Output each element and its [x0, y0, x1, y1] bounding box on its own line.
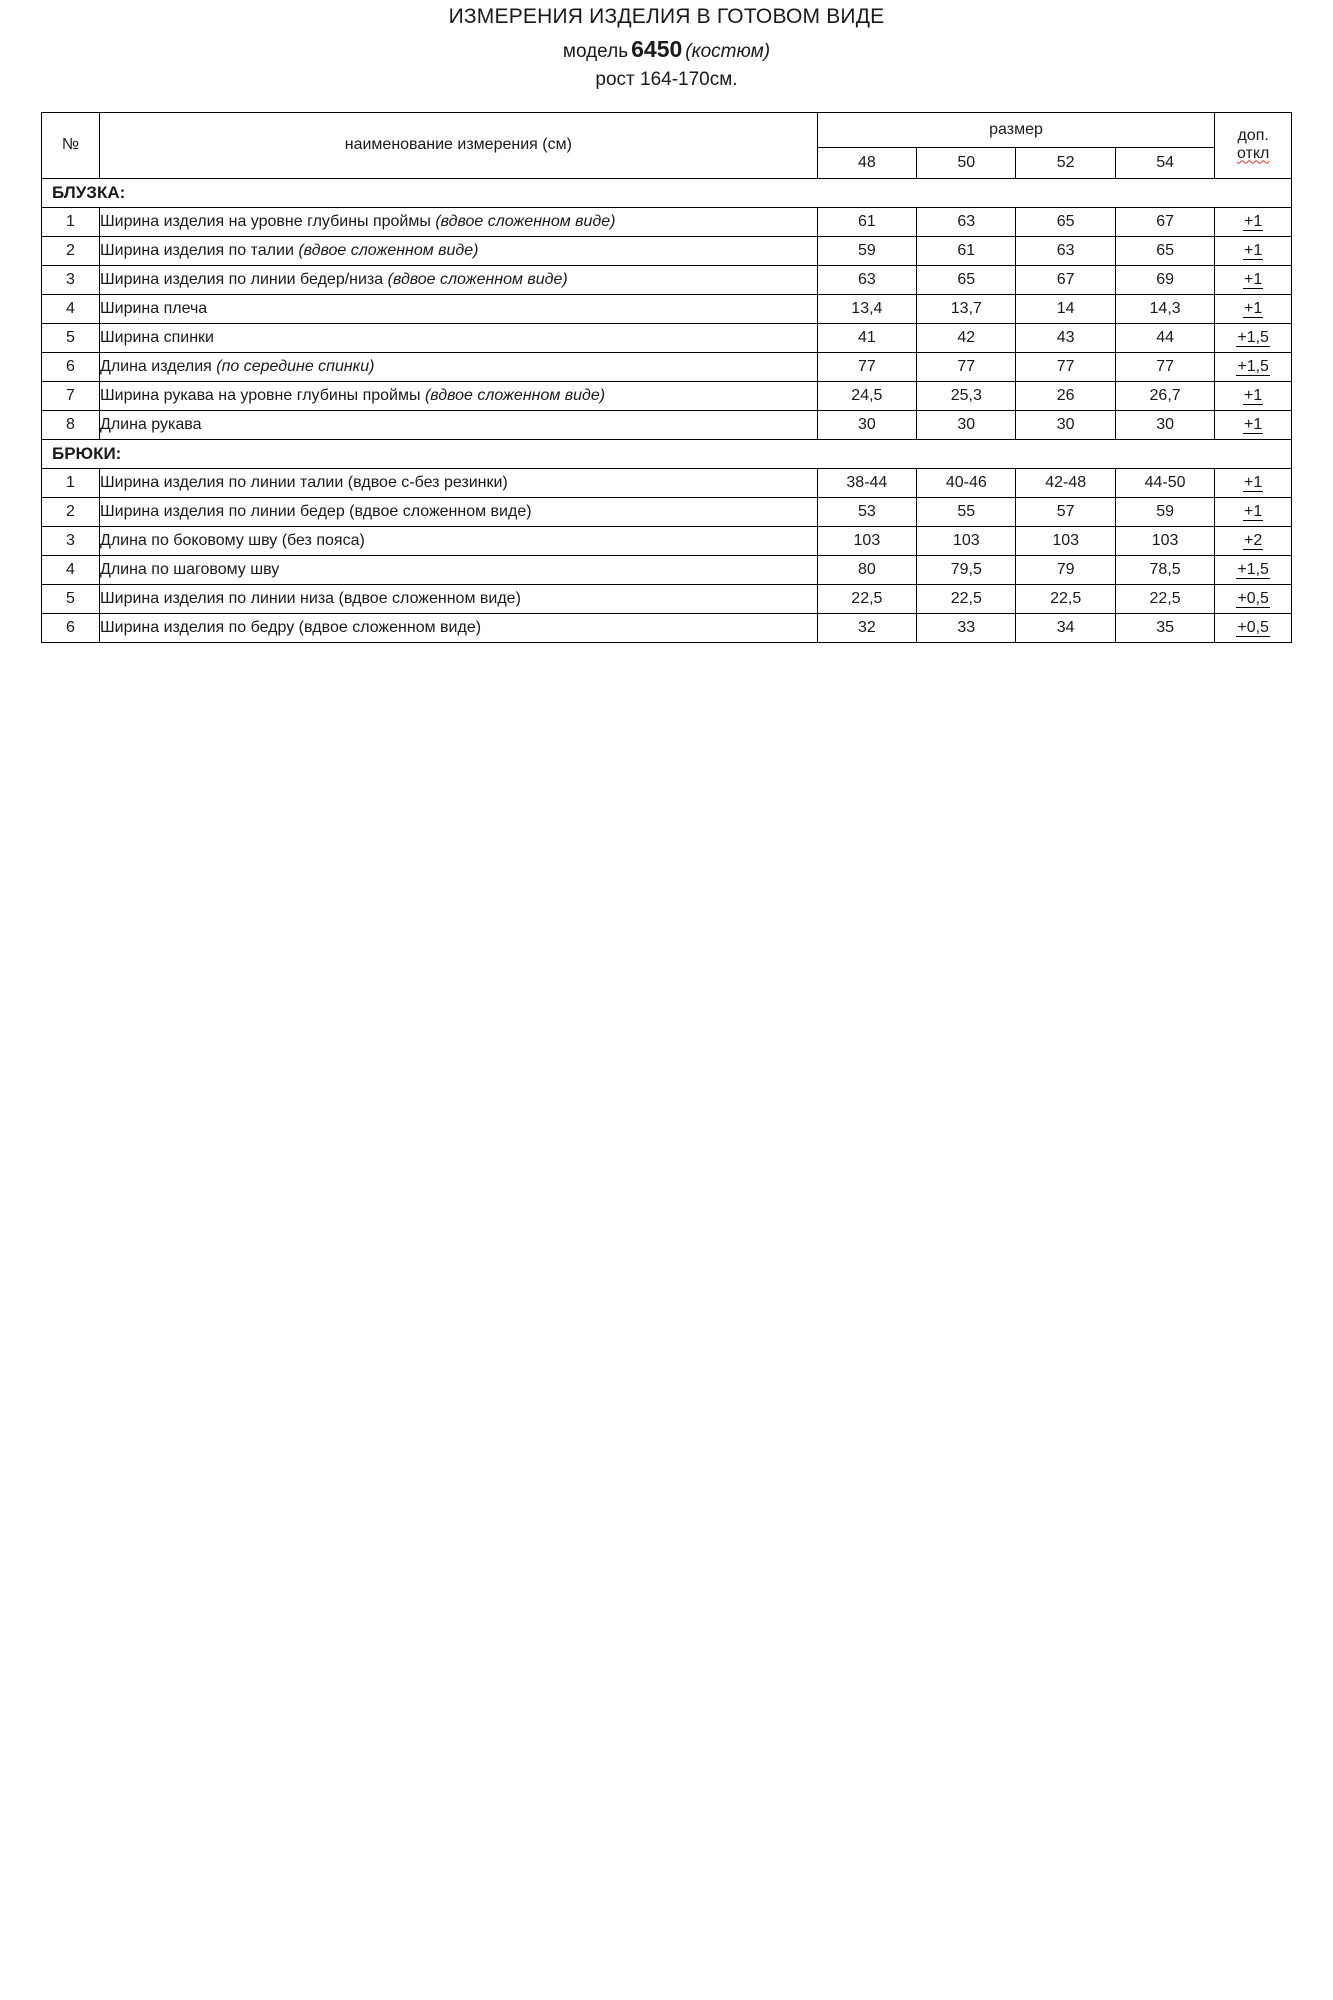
- table-row: [42, 381, 1292, 410]
- table-section-row: [42, 178, 1292, 207]
- row-number: 6: [42, 613, 100, 642]
- measurement-value-52: 79: [1016, 555, 1115, 584]
- deviation-value: [1215, 526, 1292, 555]
- deviation-value-text: +0,5: [1237, 589, 1269, 607]
- table-header-row-1: [42, 112, 1292, 147]
- measurement-name: [99, 584, 817, 613]
- measurement-name: [99, 468, 817, 497]
- table-row: [42, 584, 1292, 613]
- measurement-name-note: (вдвое сложенном виде): [435, 212, 616, 230]
- table-body: [42, 178, 1292, 642]
- deviation-line-2: откл: [1236, 145, 1270, 163]
- measurement-name-text: Ширина изделия по талии: [99, 241, 299, 259]
- measurement-name: [99, 352, 817, 381]
- model-number: 6450: [631, 36, 683, 63]
- column-header-name: наименование измерения (см): [99, 112, 817, 178]
- table-row: [42, 613, 1292, 642]
- measurement-value-52: 26: [1016, 381, 1115, 410]
- measurement-value-52: 22,5: [1016, 584, 1115, 613]
- deviation-line-1: доп.: [1237, 127, 1269, 144]
- measurement-value-54: 14,3: [1115, 294, 1214, 323]
- measurement-name-text: Ширина изделия по линии бедер/низа: [99, 270, 388, 288]
- measurement-value-54: 65: [1115, 236, 1214, 265]
- measurement-name-note: (вдвое сложенном виде): [387, 270, 568, 288]
- deviation-value-text: +2: [1244, 531, 1263, 549]
- measurement-value-50: 79,5: [917, 555, 1016, 584]
- measurement-value-50: 22,5: [917, 584, 1016, 613]
- deviation-value: [1215, 381, 1292, 410]
- row-number: 4: [42, 294, 100, 323]
- size-header-52: 52: [1016, 147, 1115, 178]
- row-number: 4: [42, 555, 100, 584]
- row-number: 6: [42, 352, 100, 381]
- measurement-value-54: 26,7: [1115, 381, 1214, 410]
- measurement-name-text: Ширина изделия по бедру (вдвое сложенном виде): [99, 618, 482, 636]
- section-title: БРЮКИ:: [42, 439, 1292, 468]
- measurement-name: [99, 381, 817, 410]
- measurement-name-note: (вдвое сложенном виде): [424, 386, 606, 404]
- deviation-value: [1215, 410, 1292, 439]
- deviation-value: [1215, 265, 1292, 294]
- deviation-value: [1215, 294, 1292, 323]
- measurement-name-text: Длина изделия: [99, 357, 217, 375]
- measurement-value-54: 44: [1115, 323, 1214, 352]
- measurement-value-54: 103: [1115, 526, 1214, 555]
- measurement-value-50: 30: [917, 410, 1016, 439]
- table-row: [42, 352, 1292, 381]
- section-title: БЛУЗКА:: [42, 178, 1292, 207]
- measurement-name-text: Ширина изделия по линии талии (вдвое с-без резинки): [99, 473, 508, 491]
- measurement-value-48: 32: [817, 613, 916, 642]
- measurement-name: [99, 294, 817, 323]
- page-title: ИЗМЕРЕНИЯ ИЗДЕЛИЯ В ГОТОВОМ ВИДЕ: [448, 5, 885, 28]
- measurement-name: [99, 526, 817, 555]
- measurement-value-48: 24,5: [817, 381, 916, 410]
- measurement-value-54: 44-50: [1115, 468, 1214, 497]
- measurement-name: [99, 207, 817, 236]
- deviation-value-text: +1,5: [1237, 357, 1269, 375]
- row-number: 1: [42, 468, 100, 497]
- table-row: [42, 323, 1292, 352]
- deviation-value: [1215, 236, 1292, 265]
- measurement-value-52: 42-48: [1016, 468, 1115, 497]
- measurement-name: [99, 497, 817, 526]
- deviation-value-text: +1,5: [1237, 328, 1269, 346]
- model-word: модель: [562, 41, 629, 63]
- measurements-table: [41, 112, 1292, 643]
- measurement-value-50: 77: [917, 352, 1016, 381]
- deviation-value-text: +1,5: [1237, 560, 1269, 578]
- measurement-value-54: 78,5: [1115, 555, 1214, 584]
- table-row: [42, 555, 1292, 584]
- deviation-value: [1215, 555, 1292, 584]
- deviation-value: [1215, 468, 1292, 497]
- column-header-number: №: [42, 112, 100, 178]
- measurement-value-48: 80: [817, 555, 916, 584]
- measurement-value-50: 40-46: [917, 468, 1016, 497]
- measurement-name-text: Ширина изделия на уровне глубины проймы: [99, 212, 436, 230]
- measurement-value-48: 22,5: [817, 584, 916, 613]
- deviation-value-text: +1: [1244, 415, 1263, 433]
- measurement-value-54: 22,5: [1115, 584, 1214, 613]
- measurement-name-text: Длина по шаговому шву: [99, 560, 280, 578]
- table-row: [42, 410, 1292, 439]
- measurement-name-text: Ширина изделия по линии бедер (вдвое сложенном виде): [99, 502, 532, 520]
- deviation-value-text: +1: [1244, 212, 1263, 230]
- measurement-name-text: Длина рукава: [99, 415, 202, 433]
- measurement-value-50: 42: [917, 323, 1016, 352]
- measurement-name: [99, 613, 817, 642]
- size-header-54: 54: [1115, 147, 1214, 178]
- measurement-name-text: Длина по боковому шву (без пояса): [99, 531, 365, 549]
- measurement-value-52: 65: [1016, 207, 1115, 236]
- deviation-value-text: +1: [1244, 299, 1263, 317]
- row-number: 5: [42, 584, 100, 613]
- deviation-value: [1215, 323, 1292, 352]
- measurement-value-52: 34: [1016, 613, 1115, 642]
- deviation-value-text: +1: [1244, 473, 1263, 491]
- measurement-value-52: 14: [1016, 294, 1115, 323]
- model-kind: (костюм): [685, 41, 771, 63]
- deviation-value-text: +1: [1244, 502, 1263, 520]
- column-header-size-group: размер: [817, 112, 1215, 147]
- measurement-name: [99, 265, 817, 294]
- measurement-value-48: 30: [817, 410, 916, 439]
- measurement-name: [99, 410, 817, 439]
- deviation-value-text: +1: [1244, 270, 1263, 288]
- size-header-50: 50: [917, 147, 1016, 178]
- deviation-value: [1215, 207, 1292, 236]
- measurement-value-48: 53: [817, 497, 916, 526]
- measurement-value-48: 61: [817, 207, 916, 236]
- measurement-name-note: (вдвое сложенном виде): [298, 241, 479, 259]
- height-range: рост 164-170см.: [595, 69, 738, 91]
- row-number: 2: [42, 236, 100, 265]
- measurement-value-52: 67: [1016, 265, 1115, 294]
- deviation-value: [1215, 613, 1292, 642]
- measurement-value-54: 30: [1115, 410, 1214, 439]
- measurement-value-48: 13,4: [817, 294, 916, 323]
- measurement-value-48: 41: [817, 323, 916, 352]
- measurement-value-50: 25,3: [917, 381, 1016, 410]
- measurement-value-48: 103: [817, 526, 916, 555]
- measurement-name-note: (по середине спинки): [216, 357, 375, 375]
- measurement-name: [99, 323, 817, 352]
- measurement-value-54: 67: [1115, 207, 1214, 236]
- row-number: 1: [42, 207, 100, 236]
- measurement-value-50: 33: [917, 613, 1016, 642]
- row-number: 3: [42, 265, 100, 294]
- measurement-value-52: 57: [1016, 497, 1115, 526]
- measurement-name-text: Ширина плеча: [99, 299, 208, 317]
- document-header: [40, 0, 1293, 94]
- measurement-name-text: Ширина изделия по линии низа (вдвое сложенном виде): [99, 589, 521, 607]
- deviation-value-text: +0,5: [1237, 618, 1269, 636]
- measurement-value-52: 103: [1016, 526, 1115, 555]
- measurement-name: [99, 236, 817, 265]
- measurement-value-50: 13,7: [917, 294, 1016, 323]
- measurement-value-52: 77: [1016, 352, 1115, 381]
- measurement-value-48: 63: [817, 265, 916, 294]
- measurement-value-50: 63: [917, 207, 1016, 236]
- measurement-value-54: 35: [1115, 613, 1214, 642]
- row-number: 3: [42, 526, 100, 555]
- table-row: [42, 236, 1292, 265]
- measurement-value-50: 55: [917, 497, 1016, 526]
- page-whitespace: [40, 643, 1293, 1843]
- column-header-deviation: [1215, 112, 1292, 178]
- measurement-value-50: 65: [917, 265, 1016, 294]
- measurement-value-54: 69: [1115, 265, 1214, 294]
- table-row: [42, 265, 1292, 294]
- measurement-value-48: 38-44: [817, 468, 916, 497]
- measurement-name-text: Ширина спинки: [99, 328, 214, 346]
- table-row: [42, 294, 1292, 323]
- table-row: [42, 207, 1292, 236]
- measurement-name-text: Ширина рукава на уровне глубины проймы: [99, 386, 425, 404]
- measurement-name: [99, 555, 817, 584]
- table-row: [42, 526, 1292, 555]
- measurement-value-52: 30: [1016, 410, 1115, 439]
- deviation-value: [1215, 352, 1292, 381]
- measurement-value-54: 59: [1115, 497, 1214, 526]
- measurement-value-50: 103: [917, 526, 1016, 555]
- measurement-value-54: 77: [1115, 352, 1214, 381]
- deviation-value-text: +1: [1244, 241, 1263, 259]
- row-number: 7: [42, 381, 100, 410]
- measurement-value-50: 61: [917, 236, 1016, 265]
- deviation-value-text: +1: [1244, 386, 1263, 404]
- table-row: [42, 468, 1292, 497]
- measurement-value-52: 43: [1016, 323, 1115, 352]
- row-number: 2: [42, 497, 100, 526]
- measurement-value-48: 77: [817, 352, 916, 381]
- deviation-value: [1215, 497, 1292, 526]
- row-number: 5: [42, 323, 100, 352]
- table-row: [42, 497, 1292, 526]
- size-header-48: 48: [817, 147, 916, 178]
- table-head: [42, 112, 1292, 178]
- measurement-value-52: 63: [1016, 236, 1115, 265]
- model-line: [40, 34, 1293, 65]
- deviation-value: [1215, 584, 1292, 613]
- row-number: 8: [42, 410, 100, 439]
- table-section-row: [42, 439, 1292, 468]
- measurement-value-48: 59: [817, 236, 916, 265]
